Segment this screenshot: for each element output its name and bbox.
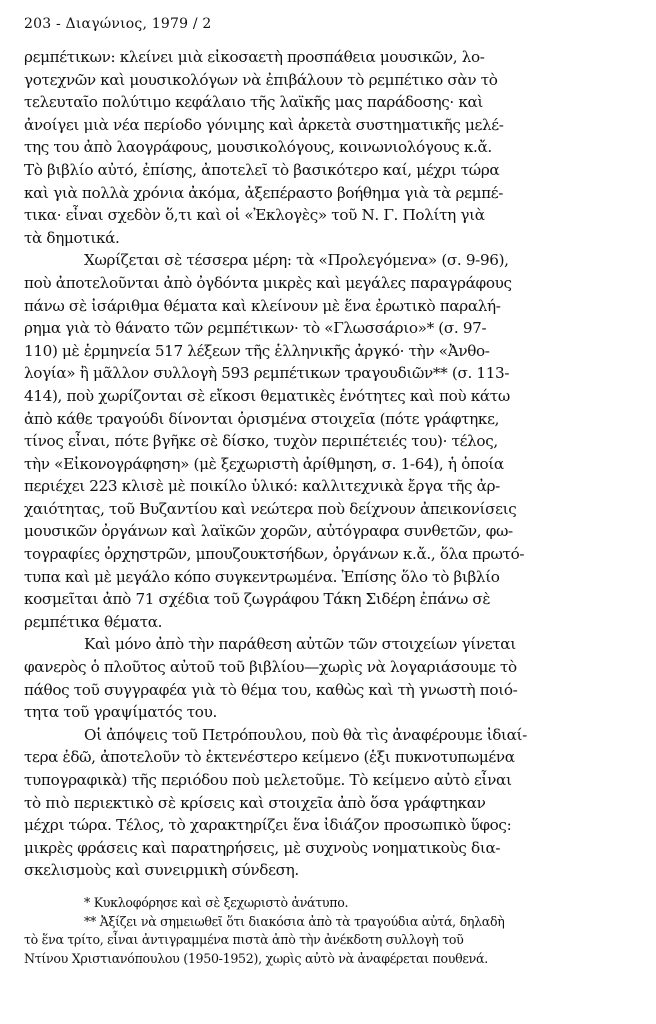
text-line: τυπα καὶ μὲ μεγάλο κόπο συγκεντρωμένα. Ἐπίσης ὅλο τὸ βιβλίο [24, 567, 500, 586]
text-line: τητα τοῦ γραψίματός του. [24, 703, 217, 722]
text-line: 110) μὲ ἑρμηνεία 517 λέξεων τῆς ἑλληνικῆς ἀργκό· τὴν «Ἀνθο- [24, 341, 490, 360]
text-line: της του ἀπὸ λαογράφους, μουσικολόγους, κοινωνιολόγους κ.ἄ. [24, 138, 492, 157]
text-line: μουσικῶν ὀργάνων καὶ λαϊκῶν χορῶν, αὐτόγραφα συνθετῶν, φω- [24, 522, 513, 541]
text-line: κοσμεῖται ἀπὸ 71 σχέδια τοῦ ζωγράφου Τάκη Σιδέρη ἐπάνω σὲ [24, 590, 491, 609]
footnote-line: ** Ἀξίζει νὰ σημειωθεῖ ὅτι διακόσια ἀπὸ τὰ τραγούδια αὐτά, δηλαδὴ [84, 913, 505, 929]
text-line: φανερὸς ὁ πλοῦτος αὐτοῦ τοῦ βιβλίου—χωρὶς νὰ λογαριάσουμε τὸ [24, 658, 517, 677]
text-line: τὸ πιὸ περιεκτικὸ σὲ κρίσεις καὶ στοιχεῖα ἀπὸ ὅσα γράφτηκαν [24, 793, 486, 812]
text-line: ποὺ ἀποτελοῦνται ἀπὸ ὀγδόντα μικρὲς καὶ μεγάλες παραγράφους [24, 273, 512, 292]
document-page [24, 14, 640, 968]
text-line: τερα ἐδῶ, ἀποτελοῦν τὸ ἐκτενέστερο κείμενο (ἑξι πυκνοτυπωμένα [24, 748, 515, 767]
text-line: ρημα γιὰ τὸ θάνατο τῶν ρεμπέτικων· τὸ «Γλωσσάριο»* (σ. 97- [24, 319, 487, 338]
text-line: χαιότητας, τοῦ Βυζαντίου καὶ νεώτερα ποὺ δείχνουν ἀπεικονίσεις [24, 499, 517, 518]
footnotes [24, 894, 640, 968]
text-line: γοτεχνῶν καὶ μουσικολόγων νὰ ἐπιβάλουν τὸ ρεμπέτικο σὰν τὸ [24, 70, 498, 89]
text-line: λογία» ἢ μᾶλλον συλλογὴ 593 ρεμπέτικων τραγουδιῶν** (σ. 113- [24, 364, 510, 383]
text-line: τελευταῖο πολύτιμο κεφάλαιο τῆς λαϊκῆς μας παράδοσης· καὶ [24, 93, 483, 112]
text-line: τίνος εἶναι, πότε βγῆκε σὲ δίσκο, τυχὸν περιπέτειές του)· τέλος, [24, 432, 498, 451]
paragraph-4 [24, 724, 640, 882]
text-line: σκελισμοὺς καὶ συνειρμικὴ σύνδεση. [24, 861, 299, 880]
text-line: μικρὲς φράσεις καὶ παρατηρήσεις, μὲ συχνοὺς νοηματικοὺς δια- [24, 838, 501, 857]
text-line: ἀνοίγει μιὰ νέα περίοδο γόνιμης καὶ ἀρκετὰ συστηματικῆς μελέ- [24, 115, 504, 134]
paragraph-1 [24, 46, 640, 249]
running-head: 203 - Διαγώνιος, 1979 / 2 [24, 16, 212, 32]
footnote-line: τὸ ἕνα τρίτο, εἶναι ἀντιγραμμένα πιστὰ ἀπὸ τὴν ἀνέκδοτη συλλογὴ τοῦ [24, 932, 464, 948]
text-line: περιέχει 223 κλισὲ μὲ ποικίλο ὑλικό: καλλιτεχνικὰ ἔργα τῆς ἀρ- [24, 477, 500, 496]
footnote-1 [24, 894, 640, 913]
footnote-line: Ντίνου Χριστιανόπουλου (1950-1952), χωρὶς αὐτὸ νὰ ἀναφέρεται πουθενά. [24, 950, 488, 966]
text-line: πάθος τοῦ συγγραφέα γιὰ τὸ θέμα του, καθὼς καὶ τὴ γνωστὴ ποιό- [24, 680, 518, 699]
text-line: Καὶ μόνο ἀπὸ τὴν παράθεση αὐτῶν τῶν στοιχείων γίνεται [84, 635, 516, 654]
paragraph-3 [24, 633, 640, 723]
text-line: τυπογραφικὰ) τῆς περιόδου ποὺ μελετοῦμε. Τὸ κείμενο αὐτὸ εἶναι [24, 771, 512, 789]
text-line: καὶ γιὰ πολλὰ χρόνια ἀκόμα, ἀξεπέραστο βοήθημα γιὰ τὰ ρεμπέ- [24, 183, 504, 202]
text-line: πάνω σὲ ἰσάριθμα θέματα καὶ κλείνουν μὲ ἕνα ἐρωτικὸ παραλή- [24, 296, 501, 315]
footnote-line: * Κυκλοφόρησε καὶ σὲ ξεχωριστὸ ἀνάτυπο. [84, 894, 349, 910]
text-line: τογραφίες ὀρχηστρῶν, μπουζουκτσήδων, ὀργάνων κ.ἄ., ὅλα πρωτό- [24, 545, 525, 564]
text-line: ἀπὸ κάθε τραγούδι δίνονται ὁρισμένα στοιχεῖα (πότε γράφτηκε, [24, 409, 500, 428]
footnote-2 [24, 913, 640, 969]
text-line: ρεμπέτικα θέματα. [24, 612, 163, 631]
text-line: Χωρίζεται σὲ τέσσερα μέρη: τὰ «Προλεγόμενα» (σ. 9-96), [84, 251, 509, 270]
article-body [24, 46, 640, 882]
text-line: 414), ποὺ χωρίζονται σὲ εἴκοσι θεματικὲς ἑνότητες καὶ ποὺ κάτω [24, 386, 510, 405]
paragraph-2 [24, 249, 640, 633]
text-line: μέχρι τώρα. Τέλος, τὸ χαρακτηρίζει ἕνα ἰδιάζον προσωπικὸ ὕφος: [24, 816, 512, 835]
text-line: τικα· εἶναι σχεδὸν ὅ,τι καὶ οἱ «Ἐκλογὲς» τοῦ Ν. Γ. Πολίτη γιὰ [24, 206, 485, 225]
text-line: τὰ δημοτικά. [24, 228, 120, 247]
text-line: Τὸ βιβλίο αὐτό, ἐπίσης, ἀποτελεῖ τὸ βασικότερο καί, μέχρι τώρα [24, 160, 500, 179]
text-line: τὴν «Εἰκονογράφηση» (μὲ ξεχωριστὴ ἀρίθμηση, σ. 1-64), ἡ ὁποία [24, 454, 504, 473]
text-line: ρεμπέτικων: κλείνει μιὰ εἰκοσαετὴ προσπάθεια μουσικῶν, λο- [24, 48, 485, 66]
text-line: Οἱ ἀπόψεις τοῦ Πετρόπουλου, ποὺ θὰ τὶς ἀναφέρουμε ἰδιαί- [84, 725, 527, 744]
